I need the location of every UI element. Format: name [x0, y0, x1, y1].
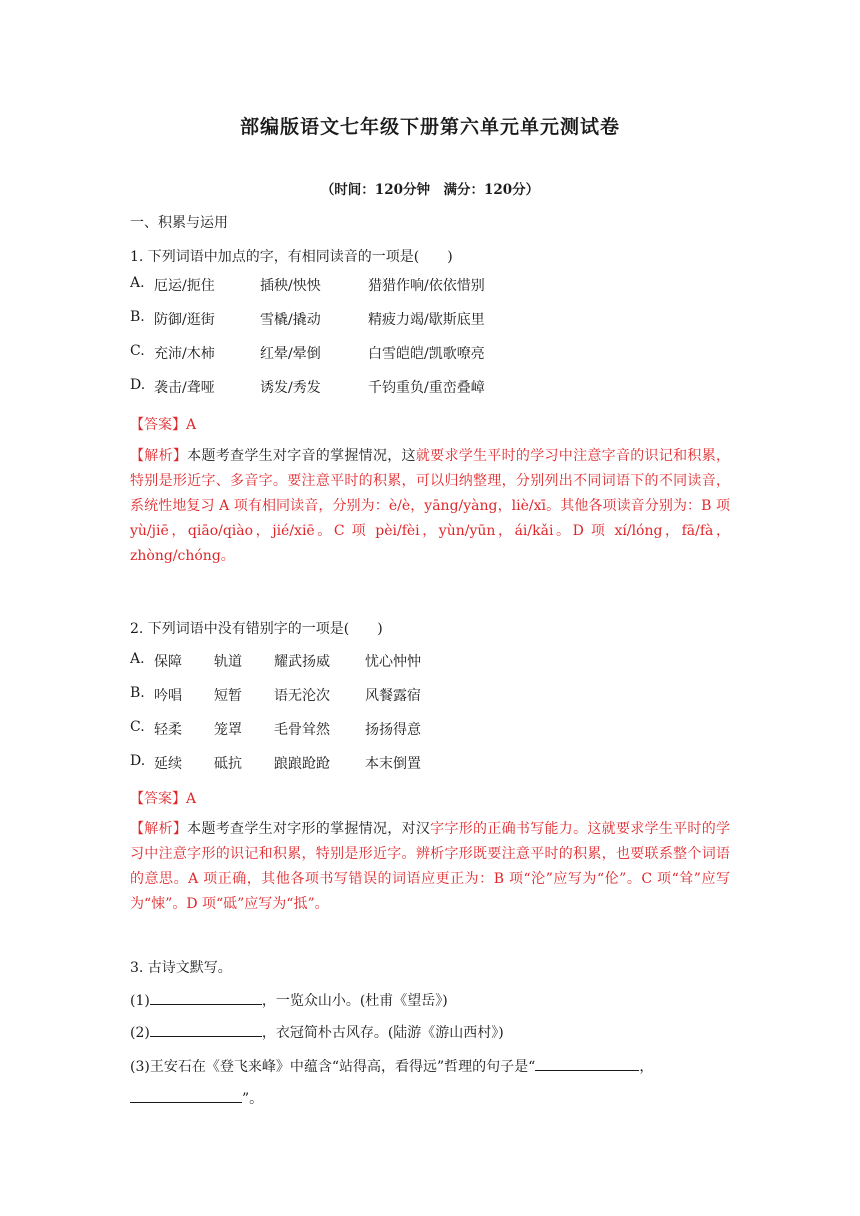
option-label: B. [130, 309, 145, 325]
exam-subtitle: （时间：120分钟 满分：120分） [320, 182, 540, 198]
option-item: 轻柔 [154, 722, 182, 738]
question-2-stem: 2. 下列词语中没有错别字的一项是( ) [130, 621, 383, 637]
option-item: 充沛/木柿 [154, 346, 215, 362]
option-item: 短暂 [214, 688, 242, 704]
option-item: 诱发/秀发 [260, 380, 321, 396]
q1-answer: 【答案】A [130, 417, 197, 433]
option-item: 忧心忡忡 [365, 654, 421, 670]
item-number: (2) [130, 1025, 150, 1041]
option-item: 吟唱 [154, 688, 182, 704]
option-item: 砥抗 [214, 756, 242, 772]
option-item: 千钧重负/重峦叠嶂 [368, 380, 485, 396]
option-item: 踉踉跄跄 [274, 756, 330, 772]
answer-blank[interactable] [150, 1023, 262, 1037]
option-label: D. [130, 377, 146, 393]
item-number: (1) [130, 993, 150, 1009]
question-1-stem: 1. 下列词语中加点的字，有相同读音的一项是( ) [130, 249, 453, 265]
option-item: 保障 [154, 654, 182, 670]
option-item: 毛骨耸然 [274, 722, 330, 738]
answer-blank[interactable] [150, 991, 262, 1005]
analysis-text: 本题考查学生对字音的掌握情况，这 [187, 448, 416, 464]
answer-blank[interactable] [130, 1089, 242, 1103]
option-item: 本末倒置 [365, 756, 421, 772]
option-item: 轨道 [214, 654, 242, 670]
option-item: 风餐露宿 [365, 688, 421, 704]
option-label: A. [130, 275, 145, 291]
option-label: B. [130, 685, 145, 701]
q1-analysis [130, 444, 730, 569]
option-item: 袭击/聋哑 [154, 380, 215, 396]
option-item: 扬扬得意 [365, 722, 421, 738]
item-text: ”。 [242, 1091, 264, 1107]
option-item: 耀武扬威 [274, 654, 330, 670]
section-heading: 一、积累与运用 [130, 215, 228, 231]
option-item: 猎猎作响/依依惜别 [368, 278, 485, 294]
q3-item-2 [130, 1022, 504, 1042]
item-text: ， [639, 1059, 654, 1075]
option-label: D. [130, 753, 146, 769]
option-item: 防御/逛街 [154, 312, 215, 328]
option-label: C. [130, 343, 145, 359]
q3-item-1 [130, 990, 448, 1010]
option-label: A. [130, 651, 145, 667]
item-text: ，衣冠简朴古风存。(陆游《游山西村》) [261, 1025, 504, 1041]
q3-item-3-cont [130, 1088, 263, 1108]
option-item: 红晕/晕倒 [260, 346, 321, 362]
analysis-text-highlight: 就要求学生平时的学习中注意字音的识记和积累，特别是形近字、多音字。要注意平时的积累，可以归纳整理，分别列出不同词语下的不同读音，系统性地复习 A 项有相同读音，分别为：è/è，yāng/yàng，liè/xī。其他各项读音分别为：B 项 yù/jiē，qiāo/qiào，jié/xiē。C 项 pèi/fèi，yùn/yūn，ái/kǎi。D 项 xí/lóng，fā/fà，zhòng/chóng。 [130, 448, 731, 564]
analysis-text-highlight: 字字形的正确书写能力。这就要求学生平时的学习中注意字形的识记和积累，特别是形近字。辨析字形既要注意平时的积累，也要联系整个词语的意思。A 项正确，其他各项书写错误的词语应更正为：B 项“沦”应写为“伦”。C 项“耸”应写为“悚”。D 项“砥”应写为“抵”。 [130, 821, 731, 912]
q2-answer: 【答案】A [130, 791, 197, 807]
page-title: 部编版语文七年级下册第六单元单元测试卷 [239, 116, 620, 138]
option-item: 延续 [154, 756, 182, 772]
answer-blank[interactable] [535, 1057, 639, 1071]
option-item: 厄运/扼住 [154, 278, 215, 294]
option-item: 精疲力竭/歇斯底里 [368, 312, 485, 328]
item-text: ，一览众山小。(杜甫《望岳》) [261, 993, 448, 1009]
option-item: 插秧/怏怏 [260, 278, 321, 294]
question-3-stem: 3. 古诗文默写。 [130, 960, 232, 976]
option-item: 语无沦次 [274, 688, 330, 704]
option-item: 雪橇/撬动 [260, 312, 321, 328]
item-text: (3)王安石在《登飞来峰》中蕴含“站得高，看得远”哲理的句子是“ [130, 1059, 536, 1075]
option-label: C. [130, 719, 145, 735]
analysis-tag: 【解析】 [130, 821, 188, 837]
option-item: 白雪皑皑/凯歌嘹亮 [368, 346, 485, 362]
q2-analysis [130, 817, 730, 917]
analysis-text: 本题考查学生对字形的掌握情况，对汉 [187, 821, 431, 837]
analysis-tag: 【解析】 [130, 448, 188, 464]
q3-item-3 [130, 1056, 653, 1076]
option-item: 笼罩 [214, 722, 242, 738]
